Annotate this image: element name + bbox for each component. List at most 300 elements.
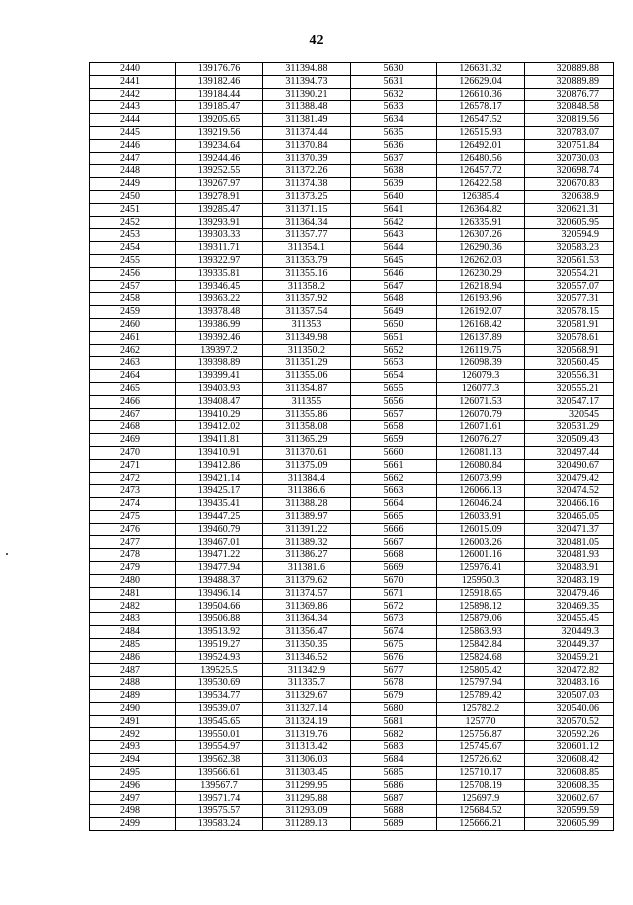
x-coordinate-2-cell: 126230.29 [437, 267, 525, 280]
y-coordinate-cell: 311350.35 [263, 638, 351, 651]
point-number-2-cell: 5659 [351, 434, 437, 447]
point-number-cell: 2490 [90, 702, 176, 715]
y-coordinate-cell: 311349.98 [263, 331, 351, 344]
y-coordinate-cell: 311295.88 [263, 792, 351, 805]
x-coordinate-cell: 139403.93 [176, 382, 263, 395]
y-coordinate-cell: 311303.45 [263, 766, 351, 779]
y-coordinate-2-cell: 320578.15 [525, 306, 614, 319]
y-coordinate-cell: 311373.25 [263, 190, 351, 203]
y-coordinate-2-cell: 320638.9 [525, 190, 614, 203]
y-coordinate-2-cell: 320560.45 [525, 357, 614, 370]
x-coordinate-2-cell: 126218.94 [437, 280, 525, 293]
x-coordinate-2-cell: 126307.26 [437, 229, 525, 242]
point-number-cell: 2466 [90, 395, 176, 408]
y-coordinate-cell: 311389.32 [263, 536, 351, 549]
point-number-2-cell: 5656 [351, 395, 437, 408]
table-row [90, 754, 614, 767]
x-coordinate-2-cell: 125805.42 [437, 664, 525, 677]
y-coordinate-2-cell: 320605.99 [525, 818, 614, 831]
x-coordinate-2-cell: 126578.17 [437, 101, 525, 114]
x-coordinate-cell: 139539.07 [176, 702, 263, 715]
x-coordinate-cell: 139410.91 [176, 446, 263, 459]
point-number-2-cell: 5652 [351, 344, 437, 357]
point-number-2-cell: 5633 [351, 101, 437, 114]
x-coordinate-cell: 139184.44 [176, 88, 263, 101]
point-number-cell: 2463 [90, 357, 176, 370]
x-coordinate-2-cell: 125770 [437, 715, 525, 728]
y-coordinate-cell: 311374.44 [263, 126, 351, 139]
y-coordinate-2-cell: 320608.42 [525, 754, 614, 767]
point-number-cell: 2471 [90, 459, 176, 472]
table-row [90, 216, 614, 229]
y-coordinate-cell: 311355.06 [263, 370, 351, 383]
point-number-cell: 2450 [90, 190, 176, 203]
x-coordinate-cell: 139205.65 [176, 114, 263, 127]
x-coordinate-cell: 139378.48 [176, 306, 263, 319]
point-number-2-cell: 5677 [351, 664, 437, 677]
x-coordinate-cell: 139524.93 [176, 651, 263, 664]
table-row [90, 152, 614, 165]
x-coordinate-cell: 139571.74 [176, 792, 263, 805]
y-coordinate-cell: 311372.26 [263, 165, 351, 178]
table-row [90, 101, 614, 114]
y-coordinate-2-cell: 320605.95 [525, 216, 614, 229]
table-row [90, 805, 614, 818]
table-row [90, 626, 614, 639]
x-coordinate-2-cell: 125684.52 [437, 805, 525, 818]
x-coordinate-2-cell: 125710.17 [437, 766, 525, 779]
y-coordinate-2-cell: 320455.45 [525, 613, 614, 626]
y-coordinate-2-cell: 320602.67 [525, 792, 614, 805]
point-number-cell: 2479 [90, 562, 176, 575]
x-coordinate-cell: 139267.97 [176, 178, 263, 191]
point-number-2-cell: 5681 [351, 715, 437, 728]
y-coordinate-cell: 311329.67 [263, 690, 351, 703]
point-number-cell: 2498 [90, 805, 176, 818]
point-number-2-cell: 5639 [351, 178, 437, 191]
x-coordinate-cell: 139534.77 [176, 690, 263, 703]
x-coordinate-cell: 139554.97 [176, 741, 263, 754]
table-row [90, 331, 614, 344]
table-row [90, 728, 614, 741]
point-number-cell: 2499 [90, 818, 176, 831]
x-coordinate-2-cell: 126480.56 [437, 152, 525, 165]
y-coordinate-2-cell: 320889.89 [525, 75, 614, 88]
x-coordinate-2-cell: 125726.62 [437, 754, 525, 767]
point-number-2-cell: 5683 [351, 741, 437, 754]
y-coordinate-2-cell: 320483.19 [525, 574, 614, 587]
point-number-2-cell: 5663 [351, 485, 437, 498]
y-coordinate-cell: 311370.61 [263, 446, 351, 459]
y-coordinate-cell: 311351.29 [263, 357, 351, 370]
y-coordinate-2-cell: 320876.77 [525, 88, 614, 101]
x-coordinate-2-cell: 126073.99 [437, 472, 525, 485]
x-coordinate-cell: 139363.22 [176, 293, 263, 306]
table-row [90, 139, 614, 152]
y-coordinate-cell: 311364.34 [263, 613, 351, 626]
point-number-2-cell: 5653 [351, 357, 437, 370]
point-number-2-cell: 5671 [351, 587, 437, 600]
y-coordinate-cell: 311350.2 [263, 344, 351, 357]
x-coordinate-2-cell: 126070.79 [437, 408, 525, 421]
x-coordinate-2-cell: 126168.42 [437, 318, 525, 331]
point-number-2-cell: 5648 [351, 293, 437, 306]
point-number-2-cell: 5637 [351, 152, 437, 165]
table-row [90, 395, 614, 408]
y-coordinate-2-cell: 320554.21 [525, 267, 614, 280]
y-coordinate-cell: 311390.21 [263, 88, 351, 101]
point-number-cell: 2455 [90, 254, 176, 267]
point-number-cell: 2460 [90, 318, 176, 331]
x-coordinate-cell: 139504.66 [176, 600, 263, 613]
y-coordinate-2-cell: 320481.05 [525, 536, 614, 549]
x-coordinate-2-cell: 125824.68 [437, 651, 525, 664]
point-number-cell: 2483 [90, 613, 176, 626]
x-coordinate-cell: 139530.69 [176, 677, 263, 690]
point-number-cell: 2454 [90, 242, 176, 255]
point-number-cell: 2448 [90, 165, 176, 178]
x-coordinate-cell: 139550.01 [176, 728, 263, 741]
x-coordinate-cell: 139412.86 [176, 459, 263, 472]
y-coordinate-2-cell: 320819.56 [525, 114, 614, 127]
y-coordinate-cell: 311313.42 [263, 741, 351, 754]
x-coordinate-cell: 139399.41 [176, 370, 263, 383]
table-row [90, 178, 614, 191]
x-coordinate-cell: 139525.5 [176, 664, 263, 677]
x-coordinate-2-cell: 126629.04 [437, 75, 525, 88]
x-coordinate-2-cell: 125797.94 [437, 677, 525, 690]
x-coordinate-2-cell: 126081.13 [437, 446, 525, 459]
point-number-cell: 2440 [90, 63, 176, 76]
point-number-cell: 2496 [90, 779, 176, 792]
y-coordinate-cell: 311391.22 [263, 523, 351, 536]
y-coordinate-cell: 311389.97 [263, 510, 351, 523]
y-coordinate-2-cell: 320783.07 [525, 126, 614, 139]
x-coordinate-2-cell: 126137.89 [437, 331, 525, 344]
x-coordinate-cell: 139346.45 [176, 280, 263, 293]
table-row [90, 779, 614, 792]
y-coordinate-2-cell: 320531.29 [525, 421, 614, 434]
x-coordinate-2-cell: 126335.91 [437, 216, 525, 229]
y-coordinate-2-cell: 320608.85 [525, 766, 614, 779]
point-number-cell: 2497 [90, 792, 176, 805]
x-coordinate-cell: 139398.89 [176, 357, 263, 370]
point-number-2-cell: 5642 [351, 216, 437, 229]
y-coordinate-2-cell: 320561.53 [525, 254, 614, 267]
point-number-cell: 2458 [90, 293, 176, 306]
point-number-2-cell: 5684 [351, 754, 437, 767]
point-number-2-cell: 5666 [351, 523, 437, 536]
point-number-cell: 2449 [90, 178, 176, 191]
table-row [90, 318, 614, 331]
point-number-cell: 2485 [90, 638, 176, 651]
y-coordinate-cell: 311353 [263, 318, 351, 331]
y-coordinate-2-cell: 320568.91 [525, 344, 614, 357]
y-coordinate-cell: 311384.4 [263, 472, 351, 485]
x-coordinate-cell: 139513.92 [176, 626, 263, 639]
point-number-2-cell: 5645 [351, 254, 437, 267]
x-coordinate-2-cell: 126515.93 [437, 126, 525, 139]
point-number-2-cell: 5669 [351, 562, 437, 575]
y-coordinate-cell: 311381.49 [263, 114, 351, 127]
y-coordinate-cell: 311355.16 [263, 267, 351, 280]
point-number-2-cell: 5630 [351, 63, 437, 76]
point-number-2-cell: 5646 [351, 267, 437, 280]
y-coordinate-2-cell: 320599.59 [525, 805, 614, 818]
x-coordinate-cell: 139335.81 [176, 267, 263, 280]
table-row [90, 574, 614, 587]
x-coordinate-2-cell: 126079.3 [437, 370, 525, 383]
point-number-cell: 2492 [90, 728, 176, 741]
point-number-2-cell: 5687 [351, 792, 437, 805]
point-number-2-cell: 5638 [351, 165, 437, 178]
x-coordinate-2-cell: 126192.07 [437, 306, 525, 319]
x-coordinate-cell: 139311.71 [176, 242, 263, 255]
x-coordinate-cell: 139421.14 [176, 472, 263, 485]
table-row [90, 203, 614, 216]
y-coordinate-cell: 311370.84 [263, 139, 351, 152]
point-number-2-cell: 5689 [351, 818, 437, 831]
y-coordinate-2-cell: 320698.74 [525, 165, 614, 178]
y-coordinate-2-cell: 320594.9 [525, 229, 614, 242]
x-coordinate-2-cell: 125745.67 [437, 741, 525, 754]
x-coordinate-2-cell: 125789.42 [437, 690, 525, 703]
table-row [90, 280, 614, 293]
margin-mark [6, 553, 8, 555]
x-coordinate-2-cell: 125879.06 [437, 613, 525, 626]
x-coordinate-cell: 139278.91 [176, 190, 263, 203]
x-coordinate-cell: 139562.38 [176, 754, 263, 767]
point-number-cell: 2475 [90, 510, 176, 523]
y-coordinate-2-cell: 320449.3 [525, 626, 614, 639]
y-coordinate-cell: 311371.15 [263, 203, 351, 216]
y-coordinate-2-cell: 320465.05 [525, 510, 614, 523]
y-coordinate-cell: 311394.73 [263, 75, 351, 88]
point-number-2-cell: 5644 [351, 242, 437, 255]
x-coordinate-cell: 139447.25 [176, 510, 263, 523]
y-coordinate-cell: 311357.92 [263, 293, 351, 306]
point-number-cell: 2478 [90, 549, 176, 562]
point-number-cell: 2465 [90, 382, 176, 395]
x-coordinate-cell: 139244.46 [176, 152, 263, 165]
x-coordinate-cell: 139234.64 [176, 139, 263, 152]
x-coordinate-2-cell: 125756.87 [437, 728, 525, 741]
point-number-cell: 2481 [90, 587, 176, 600]
table-row [90, 434, 614, 447]
y-coordinate-2-cell: 320583.23 [525, 242, 614, 255]
point-number-2-cell: 5678 [351, 677, 437, 690]
x-coordinate-2-cell: 126364.82 [437, 203, 525, 216]
x-coordinate-2-cell: 126610.36 [437, 88, 525, 101]
point-number-cell: 2477 [90, 536, 176, 549]
table-row [90, 613, 614, 626]
point-number-2-cell: 5672 [351, 600, 437, 613]
y-coordinate-cell: 311381.6 [263, 562, 351, 575]
x-coordinate-cell: 139545.65 [176, 715, 263, 728]
x-coordinate-2-cell: 126547.52 [437, 114, 525, 127]
y-coordinate-cell: 311354.87 [263, 382, 351, 395]
table-row [90, 549, 614, 562]
y-coordinate-2-cell: 320459.21 [525, 651, 614, 664]
point-number-cell: 2473 [90, 485, 176, 498]
y-coordinate-2-cell: 320490.67 [525, 459, 614, 472]
table-row [90, 408, 614, 421]
table-row [90, 229, 614, 242]
point-number-2-cell: 5632 [351, 88, 437, 101]
y-coordinate-2-cell: 320601.12 [525, 741, 614, 754]
y-coordinate-cell: 311388.28 [263, 498, 351, 511]
x-coordinate-2-cell: 126262.03 [437, 254, 525, 267]
table-row [90, 690, 614, 703]
table-row [90, 485, 614, 498]
table-row [90, 792, 614, 805]
point-number-2-cell: 5679 [351, 690, 437, 703]
y-coordinate-2-cell: 320751.84 [525, 139, 614, 152]
table-row [90, 818, 614, 831]
page-number: 42 [309, 33, 324, 48]
point-number-cell: 2480 [90, 574, 176, 587]
point-number-2-cell: 5640 [351, 190, 437, 203]
table-row [90, 293, 614, 306]
table-row [90, 126, 614, 139]
y-coordinate-cell: 311364.34 [263, 216, 351, 229]
y-coordinate-2-cell: 320555.21 [525, 382, 614, 395]
y-coordinate-cell: 311358.2 [263, 280, 351, 293]
point-number-cell: 2472 [90, 472, 176, 485]
point-number-cell: 2474 [90, 498, 176, 511]
y-coordinate-2-cell: 320466.16 [525, 498, 614, 511]
point-number-2-cell: 5667 [351, 536, 437, 549]
x-coordinate-cell: 139322.97 [176, 254, 263, 267]
x-coordinate-cell: 139285.47 [176, 203, 263, 216]
y-coordinate-cell: 311379.62 [263, 574, 351, 587]
point-number-cell: 2467 [90, 408, 176, 421]
point-number-cell: 2470 [90, 446, 176, 459]
point-number-2-cell: 5655 [351, 382, 437, 395]
y-coordinate-cell: 311299.95 [263, 779, 351, 792]
y-coordinate-2-cell: 320621.31 [525, 203, 614, 216]
y-coordinate-2-cell: 320481.93 [525, 549, 614, 562]
point-number-cell: 2469 [90, 434, 176, 447]
point-number-cell: 2476 [90, 523, 176, 536]
y-coordinate-cell: 311394.88 [263, 63, 351, 76]
y-coordinate-2-cell: 320848.58 [525, 101, 614, 114]
y-coordinate-2-cell: 320547.17 [525, 395, 614, 408]
point-number-2-cell: 5680 [351, 702, 437, 715]
y-coordinate-cell: 311327.14 [263, 702, 351, 715]
x-coordinate-cell: 139252.55 [176, 165, 263, 178]
y-coordinate-2-cell: 320449.37 [525, 638, 614, 651]
y-coordinate-2-cell: 320670.83 [525, 178, 614, 191]
point-number-2-cell: 5685 [351, 766, 437, 779]
y-coordinate-cell: 311342.9 [263, 664, 351, 677]
x-coordinate-2-cell: 125782.2 [437, 702, 525, 715]
point-number-2-cell: 5658 [351, 421, 437, 434]
y-coordinate-2-cell: 320557.07 [525, 280, 614, 293]
x-coordinate-2-cell: 126077.3 [437, 382, 525, 395]
table-row [90, 370, 614, 383]
y-coordinate-2-cell: 320581.91 [525, 318, 614, 331]
table-row [90, 562, 614, 575]
y-coordinate-2-cell: 320509.43 [525, 434, 614, 447]
y-coordinate-cell: 311356.47 [263, 626, 351, 639]
point-number-cell: 2456 [90, 267, 176, 280]
point-number-2-cell: 5635 [351, 126, 437, 139]
table-row [90, 114, 614, 127]
point-number-2-cell: 5668 [351, 549, 437, 562]
y-coordinate-cell: 311346.52 [263, 651, 351, 664]
y-coordinate-2-cell: 320474.52 [525, 485, 614, 498]
point-number-cell: 2464 [90, 370, 176, 383]
point-number-cell: 2488 [90, 677, 176, 690]
table-row [90, 267, 614, 280]
y-coordinate-cell: 311375.09 [263, 459, 351, 472]
point-number-cell: 2444 [90, 114, 176, 127]
x-coordinate-2-cell: 126015.09 [437, 523, 525, 536]
x-coordinate-2-cell: 126001.16 [437, 549, 525, 562]
y-coordinate-cell: 311355.86 [263, 408, 351, 421]
x-coordinate-2-cell: 126046.24 [437, 498, 525, 511]
x-coordinate-cell: 139506.88 [176, 613, 263, 626]
point-number-2-cell: 5654 [351, 370, 437, 383]
x-coordinate-cell: 139425.17 [176, 485, 263, 498]
table-row [90, 306, 614, 319]
point-number-2-cell: 5686 [351, 779, 437, 792]
point-number-cell: 2468 [90, 421, 176, 434]
x-coordinate-cell: 139566.61 [176, 766, 263, 779]
point-number-2-cell: 5634 [351, 114, 437, 127]
x-coordinate-2-cell: 126631.32 [437, 63, 525, 76]
x-coordinate-cell: 139496.14 [176, 587, 263, 600]
y-coordinate-2-cell: 320556.31 [525, 370, 614, 383]
x-coordinate-cell: 139583.24 [176, 818, 263, 831]
point-number-2-cell: 5660 [351, 446, 437, 459]
point-number-2-cell: 5651 [351, 331, 437, 344]
point-number-cell: 2452 [90, 216, 176, 229]
table-row [90, 254, 614, 267]
table-row [90, 382, 614, 395]
table-row [90, 651, 614, 664]
y-coordinate-cell: 311335.7 [263, 677, 351, 690]
x-coordinate-2-cell: 126076.27 [437, 434, 525, 447]
y-coordinate-cell: 311289.13 [263, 818, 351, 831]
point-number-2-cell: 5657 [351, 408, 437, 421]
x-coordinate-cell: 139182.46 [176, 75, 263, 88]
point-number-cell: 2495 [90, 766, 176, 779]
point-number-cell: 2493 [90, 741, 176, 754]
point-number-cell: 2453 [90, 229, 176, 242]
point-number-cell: 2459 [90, 306, 176, 319]
point-number-cell: 2462 [90, 344, 176, 357]
x-coordinate-2-cell: 125918.65 [437, 587, 525, 600]
coordinates-table [89, 62, 614, 831]
point-number-2-cell: 5647 [351, 280, 437, 293]
table-row [90, 638, 614, 651]
point-number-cell: 2482 [90, 600, 176, 613]
table-row [90, 190, 614, 203]
x-coordinate-cell: 139412.02 [176, 421, 263, 434]
point-number-2-cell: 5665 [351, 510, 437, 523]
y-coordinate-cell: 311353.79 [263, 254, 351, 267]
point-number-cell: 2443 [90, 101, 176, 114]
x-coordinate-cell: 139435.41 [176, 498, 263, 511]
x-coordinate-cell: 139488.37 [176, 574, 263, 587]
y-coordinate-cell: 311355 [263, 395, 351, 408]
table-row [90, 677, 614, 690]
x-coordinate-cell: 139392.46 [176, 331, 263, 344]
x-coordinate-cell: 139460.79 [176, 523, 263, 536]
x-coordinate-cell: 139293.91 [176, 216, 263, 229]
